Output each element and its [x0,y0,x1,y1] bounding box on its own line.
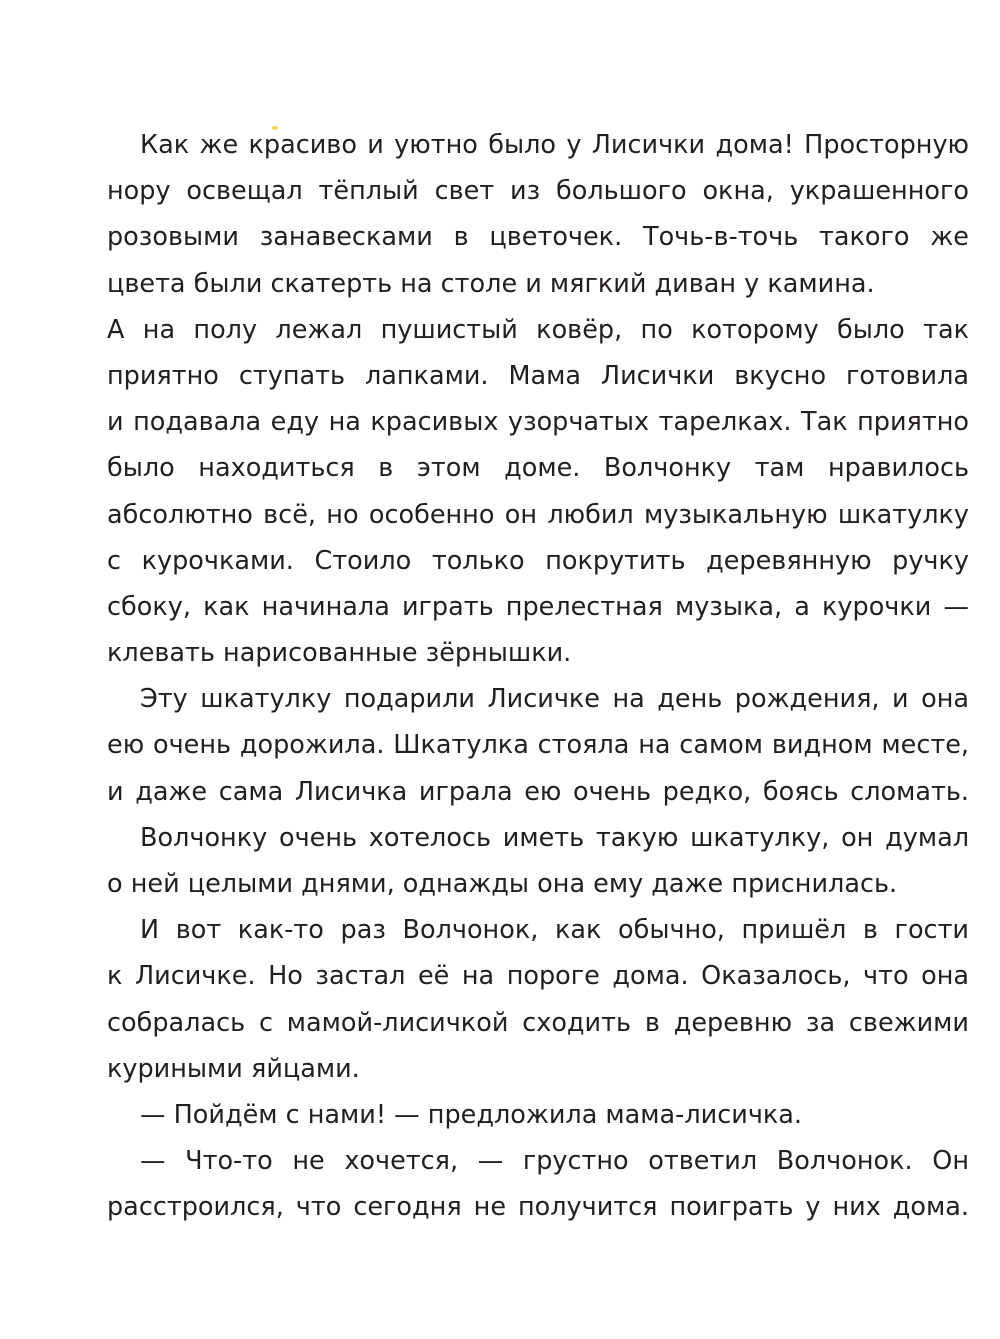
text-line: и даже сама Лисичка играла ею очень редко, боясь сломать. [107,776,969,807]
dialogue-line: — Что-то не хочется, — грустно ответил Волчонок. Он [140,1146,969,1177]
text-line: куриными яйцами. [107,1053,360,1084]
text-line: И вот как-то раз Волчонок, как обычно, пришёл в гости [140,915,969,946]
text-line: А на полу лежал пушистый ковёр, по которому было так [107,314,969,345]
text-line: с курочками. Стоило только покрутить деревянную ручку [107,545,969,576]
text-line: Как же красиво и уютно было у Лисички дома! Просторную [140,130,969,160]
text-line: клевать нарисованные зёрнышки. [107,638,572,669]
text-line: о ней целыми днями, однажды она ему даже приснилась. [107,869,898,899]
dialogue-line: — Пойдём с нами! — предложила мама-лисичка. [140,1099,803,1130]
text-line: розовыми занавесками в цветочек. Точь-в-точь такого же [107,222,969,253]
text-line: Эту шкатулку подарили Лисичке на день рождения, и она [140,684,969,715]
text-line: сбоку, как начинала играть прелестная музыка, а курочки — [107,591,969,622]
story-text [107,122,969,1231]
text-line: приятно ступать лапками. Мама Лисички вкусно готовила [107,360,969,391]
text-line: к Лисичке. Но застал её на пороге дома. Оказалось, что она [107,961,969,992]
text-line: и подавала еду на красивых узорчатых тарелках. Так приятно [107,407,969,438]
text-line: абсолютно всё, но особенно он любил музыкальную шкатулку [107,499,969,530]
text-line: расстроился, что сегодня не получится поиграть у них дома. [107,1192,969,1223]
text-line: цвета были скатерть на столе и мягкий диван у камина. [107,268,875,299]
text-line: ею очень дорожила. Шкатулка стояла на самом видном месте, [107,730,969,761]
text-line: было находиться в этом доме. Волчонку там нравилось [107,453,969,484]
text-line: Волчонку очень хотелось иметь такую шкатулку, он думал [140,822,969,853]
text-line: собралась с мамой-лисичкой сходить в деревню за свежими [107,1007,969,1038]
text-line: нору освещал тёплый свет из большого окна, украшенного [107,176,969,207]
